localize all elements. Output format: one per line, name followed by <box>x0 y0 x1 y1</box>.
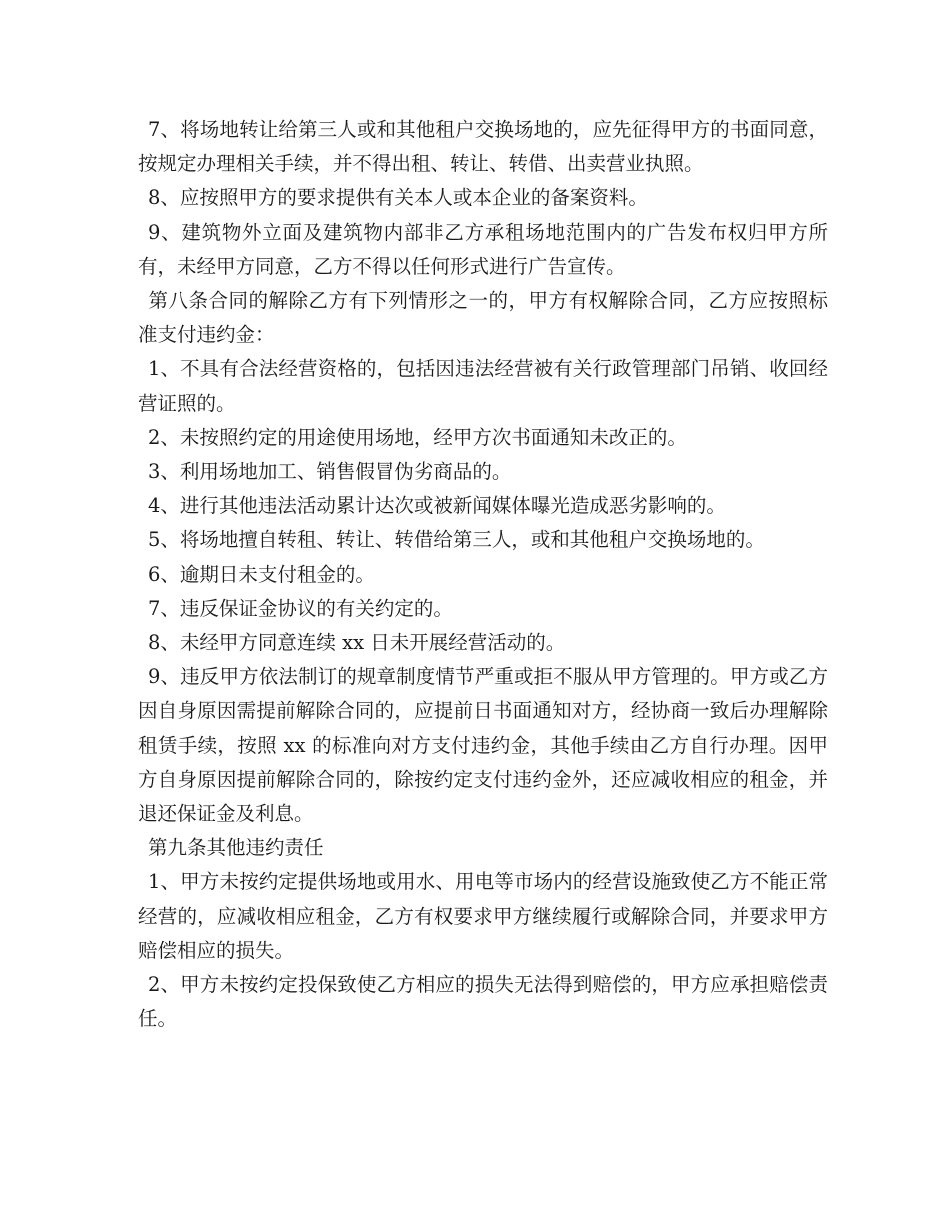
liability-item-2: 2、甲方未按约定投保致使乙方相应的损失无法得到赔偿的，甲方应承担赔偿责任。 <box>138 973 828 1031</box>
document-body <box>138 113 828 1036</box>
termination-item-9: 9、违反甲方依法制订的规章制度情节严重或拒不服从甲方管理的。甲方或乙方因自身原因需提前解除合同的，应提前日书面通知对方，经协商一致后办理解除租赁手续，按照 xx 的标准向对方支付违约金，其他手续由乙方自行办理。因甲方自身原因提前解除合同的，除按约定支付违约金外，还应减收相应的租金，并退还保证金及利息。 <box>138 665 828 826</box>
termination-item-1: 1、不具有合法经营资格的，包括因违法经营被有关行政管理部门吊销、收回经营证照的。 <box>138 357 828 415</box>
clause-9-advertising: 9、建筑物外立面及建筑物内部非乙方承租场地范围内的广告发布权归甲方所有，未经甲方同意，乙方不得以任何形式进行广告宣传。 <box>138 220 828 278</box>
termination-item-4: 4、进行其他违法活动累计达次或被新闻媒体曝光造成恶劣影响的。 <box>148 494 726 518</box>
article-8-heading: 第八条合同的解除乙方有下列情形之一的，甲方有权解除合同，乙方应按照标准支付违约金： <box>138 289 828 347</box>
termination-item-8: 8、未经甲方同意连续 xx 日未开展经营活动的。 <box>148 631 566 655</box>
clause-8-records: 8、应按照甲方的要求提供有关本人或本企业的备案资料。 <box>148 186 648 210</box>
liability-item-1: 1、甲方未按约定提供场地或用水、用电等市场内的经营设施致使乙方不能正常经营的，应减收相应租金，乙方有权要求甲方继续履行或解除合同，并要求甲方赔偿相应的损失。 <box>138 870 828 962</box>
article-9-heading: 第九条其他违约责任 <box>148 836 324 860</box>
termination-item-2: 2、未按照约定的用途使用场地，经甲方次书面通知未改正的。 <box>148 425 687 449</box>
clause-7-transfer: 7、将场地转让给第三人或和其他租户交换场地的，应先征得甲方的书面同意，按规定办理相关手续，并不得出租、转让、转借、出卖营业执照。 <box>138 118 828 176</box>
termination-item-7: 7、违反保证金协议的有关约定的。 <box>148 596 453 620</box>
termination-item-6: 6、逾期日未支付租金的。 <box>148 562 375 586</box>
termination-item-3: 3、利用场地加工、销售假冒伪劣商品的。 <box>148 460 512 484</box>
termination-item-5: 5、将场地擅自转租、转让、转借给第三人，或和其他租户交换场地的。 <box>148 528 765 552</box>
